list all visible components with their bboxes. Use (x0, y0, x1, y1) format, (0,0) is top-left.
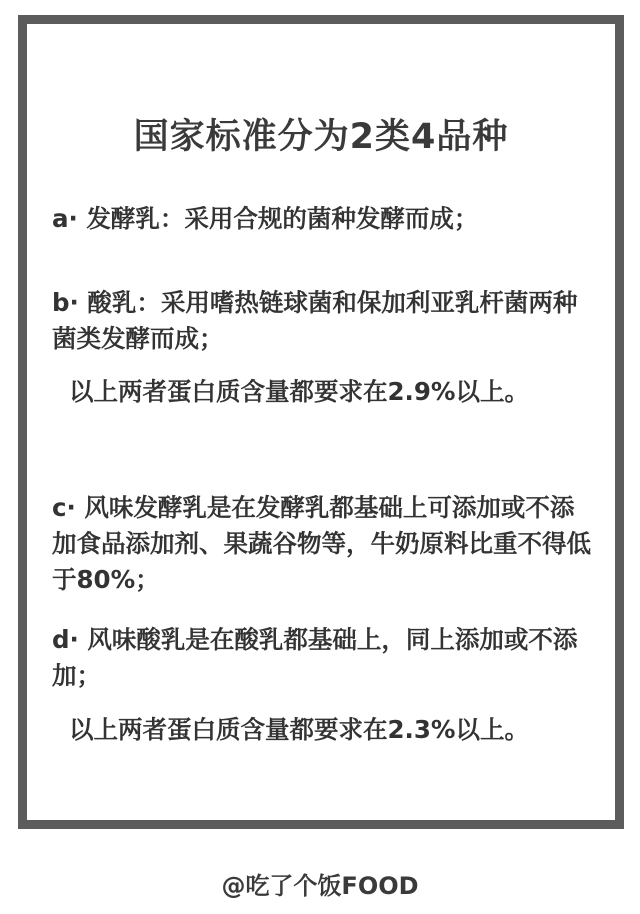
item-c-text: c· 风味发酵乳是在发酵乳都基础上可添加或不添加食品添加剂、果蔬谷物等，牛奶原料比重不得低于80%； (52, 493, 591, 594)
item-d-text: d· 风味酸乳是在酸乳都基础上，同上添加或不添加； (52, 625, 578, 690)
protein-note-cd: 以上两者蛋白质含量都要求在2.3%以上。 (69, 715, 529, 744)
item-a-text: a· 发酵乳：采用合规的菌种发酵而成； (52, 204, 479, 233)
item-b-text: b· 酸乳：采用嗜热链球菌和保加利亚乳杆菌两种菌类发酵而成； (52, 288, 578, 353)
page-title: 国家标准分为2类4品种 (133, 117, 509, 157)
footer-credit: @吃了个饭FOOD (221, 872, 419, 900)
protein-note-ab: 以上两者蛋白质含量都要求在2.9%以上。 (69, 377, 529, 406)
content-frame (18, 15, 624, 829)
